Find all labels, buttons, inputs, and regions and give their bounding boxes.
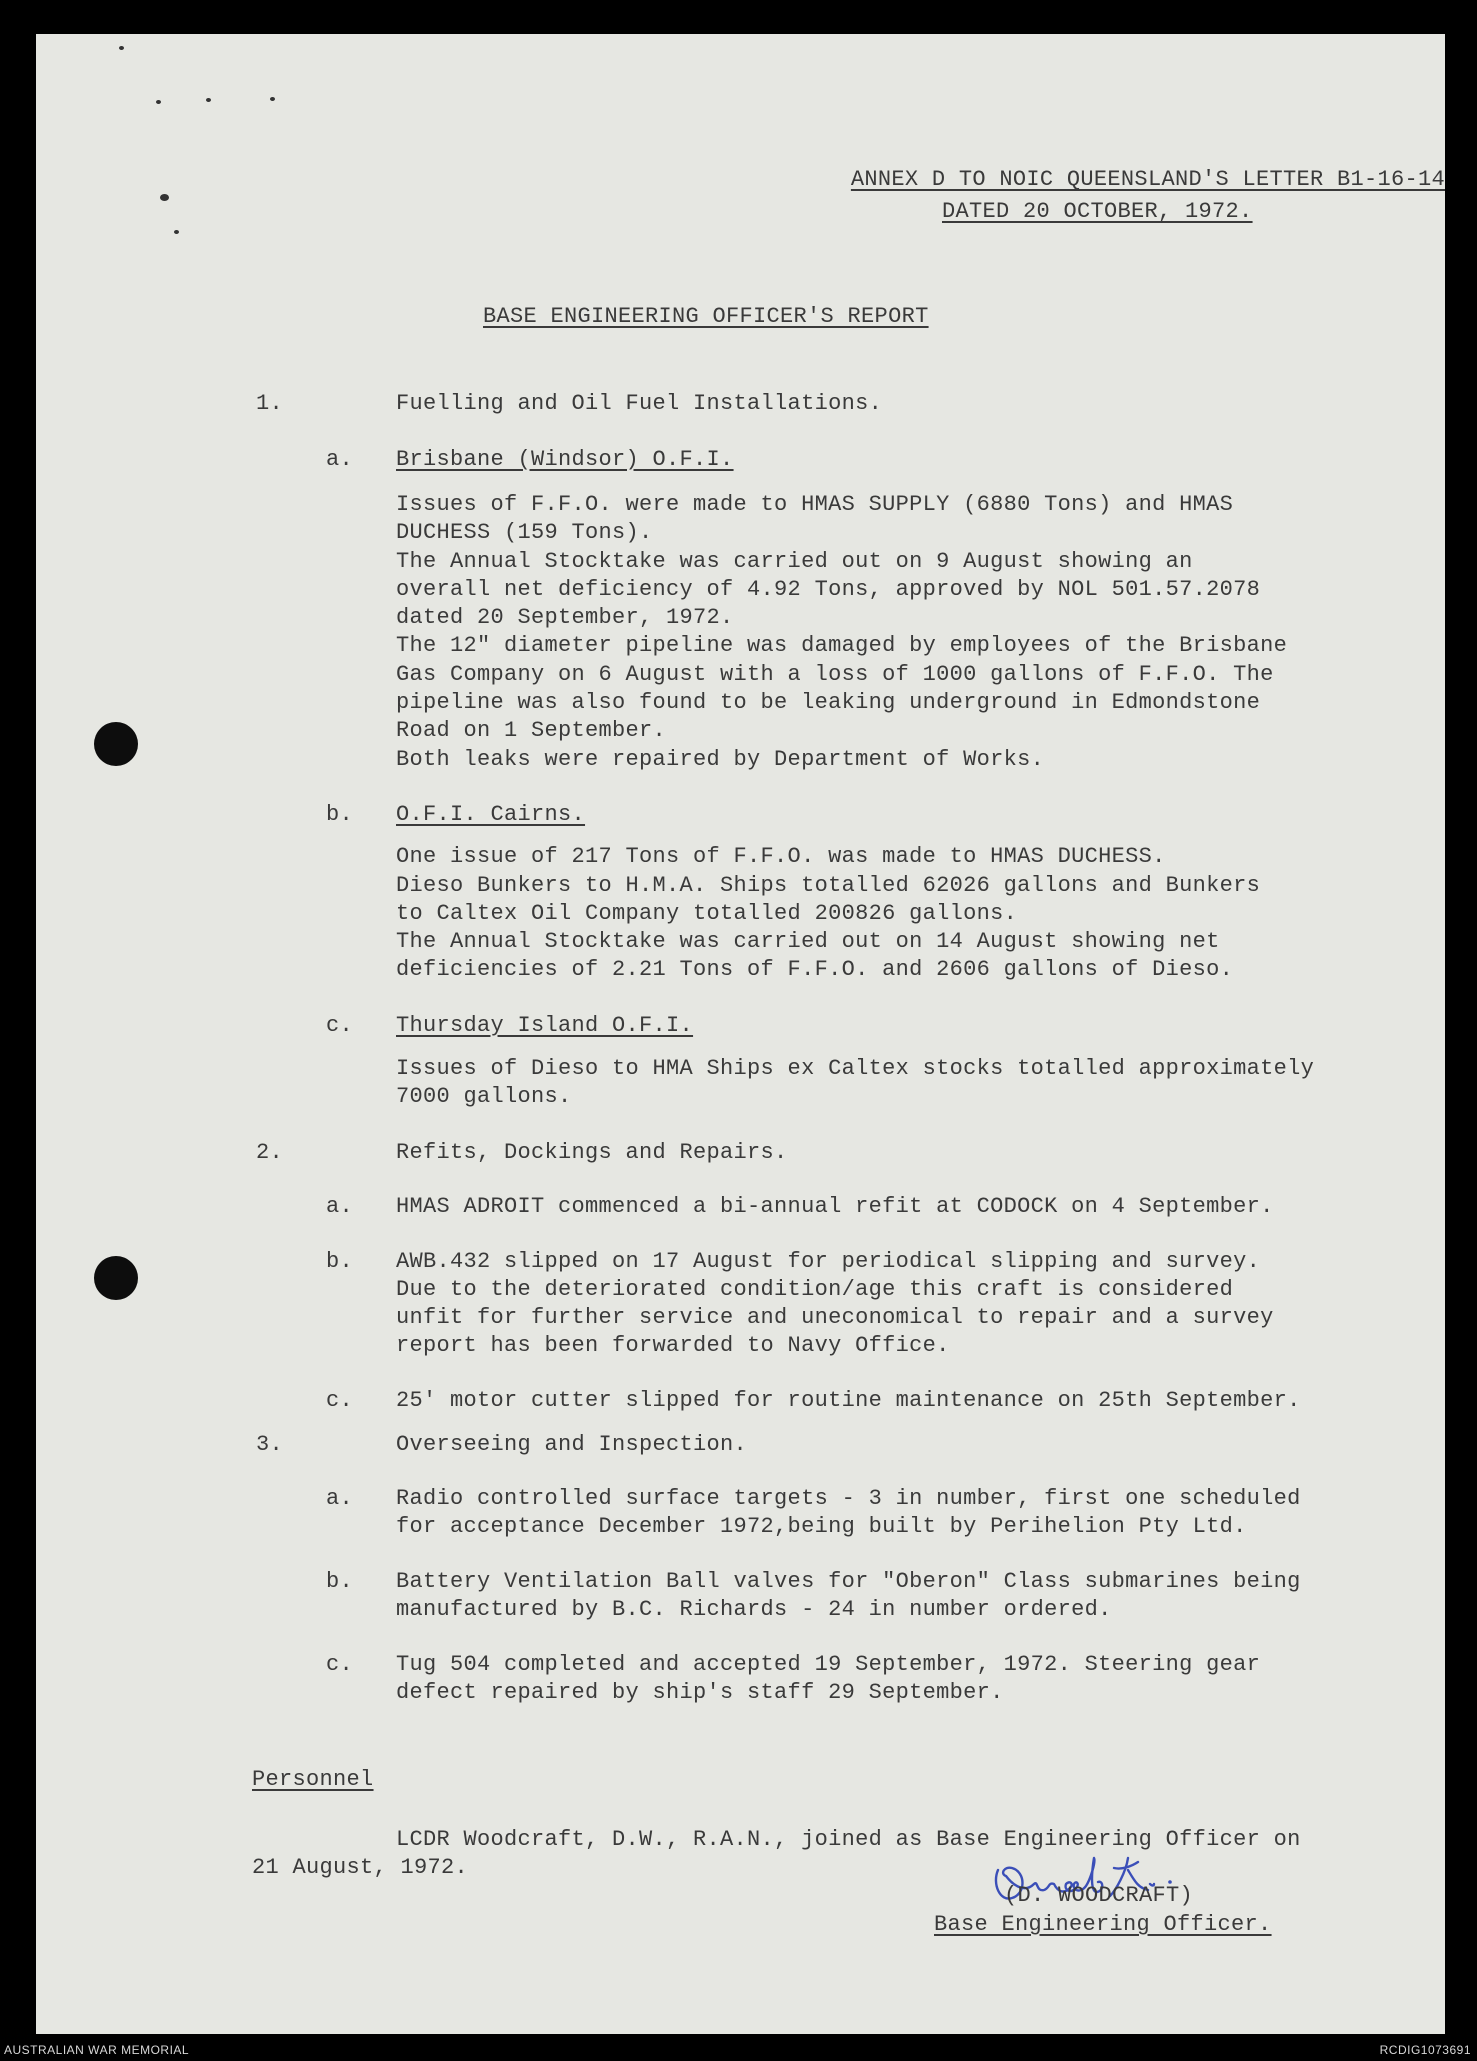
speck xyxy=(174,230,179,234)
personnel-line: 21 August, 1972. xyxy=(252,1855,469,1880)
section-number: 1. xyxy=(256,391,284,416)
item-line: manufactured by B.C. Richards - 24 in number ordered. xyxy=(396,1597,1112,1622)
item-letter: a. xyxy=(326,1194,354,1219)
item-line: Due to the deteriorated condition/age this craft is considered xyxy=(396,1277,1234,1302)
punch-hole xyxy=(94,1256,138,1300)
item-line: defect repaired by ship's staff 29 September. xyxy=(396,1680,1004,1705)
item-line: Radio controlled surface targets - 3 in number, first one scheduled xyxy=(396,1486,1301,1511)
section-number: 2. xyxy=(256,1140,284,1165)
item-line: to Caltex Oil Company totalled 200826 gallons. xyxy=(396,901,1018,926)
item-line: Both leaks were repaired by Department of Works. xyxy=(396,747,1045,772)
personnel-heading: Personnel xyxy=(252,1767,374,1792)
item-line: The Annual Stocktake was carried out on 14 August showing net xyxy=(396,929,1220,954)
personnel-line: LCDR Woodcraft, D.W., R.A.N., joined as Base Engineering Officer on xyxy=(396,1827,1301,1852)
item-line: Battery Ventilation Ball valves for "Oberon" Class submarines being xyxy=(396,1569,1301,1594)
item-line: Tug 504 completed and accepted 19 September, 1972. Steering gear xyxy=(396,1652,1261,1677)
section-heading: Fuelling and Oil Fuel Installations. xyxy=(396,391,883,416)
section-heading: Refits, Dockings and Repairs. xyxy=(396,1140,788,1165)
item-line: Issues of Dieso to HMA Ships ex Caltex stocks totalled approximately xyxy=(396,1056,1315,1081)
speck xyxy=(119,46,124,50)
item-line: dated 20 September, 1972. xyxy=(396,605,734,630)
item-letter: c. xyxy=(326,1013,354,1038)
item-letter: b. xyxy=(326,802,354,827)
speck xyxy=(270,97,275,101)
speck xyxy=(160,194,169,201)
item-line: DUCHESS (159 Tons). xyxy=(396,520,653,545)
item-letter: a. xyxy=(326,447,354,472)
annex-reference: ANNEX D TO NOIC QUEENSLAND'S LETTER B1-16-14 xyxy=(850,167,1445,192)
document-page xyxy=(36,34,1445,2034)
item-letter: c. xyxy=(326,1652,354,1677)
item-line: for acceptance December 1972,being built by Perihelion Pty Ltd. xyxy=(396,1514,1247,1539)
item-line: The Annual Stocktake was carried out on 9 August showing an xyxy=(396,549,1193,574)
speck xyxy=(156,100,161,104)
item-line: 7000 gallons. xyxy=(396,1084,572,1109)
item-subheading: Brisbane (Windsor) O.F.I. xyxy=(396,447,734,472)
item-line: Issues of F.F.O. were made to HMAS SUPPLY (6880 Tons) and HMAS xyxy=(396,492,1234,517)
item-letter: a. xyxy=(326,1486,354,1511)
item-line: Gas Company on 6 August with a loss of 1000 gallons of F.F.O. The xyxy=(396,662,1274,687)
item-line: HMAS ADROIT commenced a bi-annual refit at CODOCK on 4 September. xyxy=(396,1194,1274,1219)
item-line: pipeline was also found to be leaking underground in Edmondstone xyxy=(396,690,1261,715)
item-letter: c. xyxy=(326,1388,354,1413)
signatory-name: (D. WOODCRAFT) xyxy=(1004,1883,1194,1908)
speck xyxy=(206,98,211,102)
report-title: BASE ENGINEERING OFFICER'S REPORT xyxy=(483,304,929,329)
item-line: AWB.432 slipped on 17 August for periodical slipping and survey. xyxy=(396,1249,1261,1274)
archive-footer-right: RCDIG1073691 xyxy=(1379,2043,1471,2057)
item-subheading: O.F.I. Cairns. xyxy=(396,802,586,827)
item-line: Dieso Bunkers to H.M.A. Ships totalled 62026 gallons and Bunkers xyxy=(396,873,1261,898)
punch-hole xyxy=(94,722,138,766)
item-line: One issue of 217 Tons of F.F.O. was made to HMAS DUCHESS. xyxy=(396,844,1166,869)
annex-date: DATED 20 OCTOBER, 1972. xyxy=(942,199,1253,224)
item-line: deficiencies of 2.21 Tons of F.F.O. and 2606 gallons of Dieso. xyxy=(396,957,1234,982)
archive-footer-left: AUSTRALIAN WAR MEMORIAL xyxy=(4,2043,190,2057)
section-heading: Overseeing and Inspection. xyxy=(396,1432,748,1457)
item-line: The 12" diameter pipeline was damaged by employees of the Brisbane xyxy=(396,633,1288,658)
item-letter: b. xyxy=(326,1569,354,1594)
item-subheading: Thursday Island O.F.I. xyxy=(396,1013,694,1038)
item-letter: b. xyxy=(326,1249,354,1274)
item-line: 25' motor cutter slipped for routine maintenance on 25th September. xyxy=(396,1388,1301,1413)
section-number: 3. xyxy=(256,1432,284,1457)
item-line: Road on 1 September. xyxy=(396,718,667,743)
item-line: overall net deficiency of 4.92 Tons, approved by NOL 501.57.2078 xyxy=(396,577,1261,602)
item-line: report has been forwarded to Navy Office. xyxy=(396,1333,950,1358)
signatory-position: Base Engineering Officer. xyxy=(934,1912,1272,1937)
item-line: unfit for further service and uneconomical to repair and a survey xyxy=(396,1305,1274,1330)
